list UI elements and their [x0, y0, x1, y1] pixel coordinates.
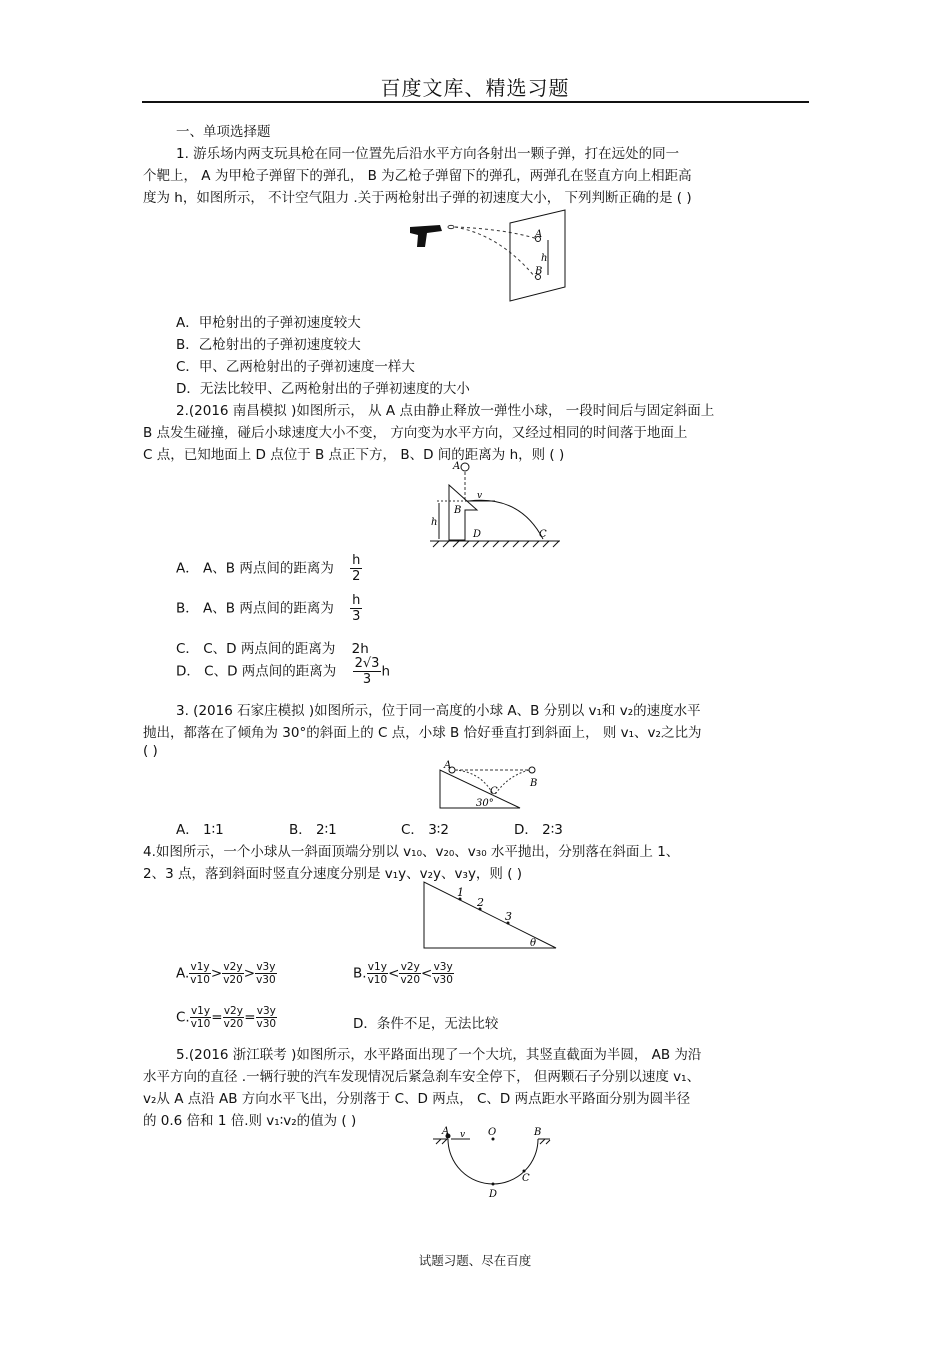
q1-option-d: D．无法比较甲、乙两枪射出的子弹初速度的大小 [176, 381, 470, 397]
q2-line1: 2.(2016 南昌模拟 )如图所示， 从 A 点由静止释放一弹性小球， 一段时间后与固定斜面上 [176, 403, 715, 419]
ball-b [529, 767, 535, 773]
q4-option-d: D．条件不足，无法比较 [353, 1016, 499, 1032]
trajectory-b [455, 227, 535, 277]
q1-line2: 个靶上， A 为甲枪子弹留下的弹孔， B 为乙枪子弹留下的弹孔，两弹孔在竖直方向上相距高 [143, 168, 692, 184]
incline [424, 882, 556, 948]
q2-option-b: B． A、B 两点间的距离为 $\frac{h}{3}$ [176, 593, 361, 624]
q3-line2: 抛出，都落在了倾角为 30°的斜面上的 C 点，小球 B 恰好垂直打到斜面上， 则 v₁、v₂之比为 [143, 725, 702, 741]
label-c: C [490, 786, 498, 797]
q3-line1: 3. (2016 石家庄模拟 )如图所示，位于同一高度的小球 A、B 分别以 v₁和 v₂的速度水平 [176, 703, 701, 719]
q3-option-d: D． 2∶3 [514, 822, 563, 838]
q4-figure [418, 878, 563, 953]
q4-option-a: A. $\frac{v1y}{v10}$ > $\frac{v2y}{v20}$ > $\frac{v3y}{v30}$ [176, 961, 276, 986]
label-d: D [473, 529, 482, 540]
q2-figure [425, 455, 565, 550]
label-d: D [489, 1189, 498, 1200]
q5-line2: 水平方向的直径 .一辆行驶的汽车发现情况后紧急刹车安全停下， 但两颗石子分别以速度 v₁、 [143, 1069, 701, 1085]
q4-line1: 4.如图所示，一个小球从一斜面顶端分别以 v₁₀、v₂₀、v₃₀ 水平抛出，分别落在斜面上 1、 [143, 844, 680, 860]
q1-line3: 度为 h，如图所示， 不计空气阻力 .关于两枪射出子弹的初速度大小， 下列判断正确的是 ( ) [143, 190, 692, 206]
q3-line3: ( ) [143, 743, 158, 759]
page-footer: 试题习题、尽在百度 [418, 1253, 532, 1268]
gun-icon [410, 225, 442, 247]
page-title: 百度文库、精选习题 [380, 76, 570, 100]
header-rule [142, 101, 809, 103]
q2-option-c: C． C、D 两点间的距离为 2h [176, 641, 369, 657]
q5-figure [428, 1125, 553, 1203]
q5-line4: 的 0.6 倍和 1 倍.则 v₁∶v₂的值为 ( ) [143, 1113, 357, 1129]
label-a: A [442, 1126, 450, 1137]
q1-figure [405, 205, 580, 305]
q2-line3: C 点，已知地面上 D 点位于 B 点正下方， B、D 间的距离为 h，则 ( ) [143, 447, 565, 463]
label-h: h [431, 517, 438, 528]
q1-line1: 1. 游乐场内两支玩具枪在同一位置先后沿水平方向各射出一颗子弹，打在远处的同一 [176, 146, 680, 162]
label-v: v [477, 491, 483, 501]
q4-option-c: C. $\frac{v1y}{v10}$ = $\frac{v2y}{v20}$ = $\frac{v3y}{v30}$ [176, 1005, 277, 1030]
label-2: 2 [477, 896, 484, 909]
label-a: A [535, 229, 543, 240]
q5-line3: v₂从 A 点沿 AB 方向水平飞出，分别落于 C、D 两点， C、D 两点距水平路面分别为圆半径 [143, 1091, 691, 1107]
label-a: A [453, 461, 461, 472]
q4-option-b: B. $\frac{v1y}{v10}$ < $\frac{v2y}{v20}$ < $\frac{v3y}{v30}$ [353, 961, 453, 986]
q1-option-c: C．甲、乙两枪射出的子弹初速度一样大 [176, 359, 415, 375]
label-v: v [460, 1130, 466, 1140]
label-c: C [539, 529, 547, 540]
label-o: O [488, 1127, 497, 1138]
label-b: B [535, 266, 543, 277]
label-h: h [541, 253, 548, 264]
label-3: 3 [505, 910, 512, 923]
q2-option-a: A． A、B 两点间的距离为 $\frac{h}{2}$ [176, 553, 361, 584]
label-angle: 30° [476, 798, 494, 809]
label-theta: θ [530, 938, 537, 949]
label-1: 1 [457, 886, 464, 899]
q3-option-c: C． 3∶2 [401, 822, 449, 838]
q4-line2: 2、3 点，落到斜面时竖直分速度分别是 v₁y、v₂y、v₃y，则 ( ) [143, 866, 523, 882]
ball-a [461, 463, 469, 471]
q3-option-a: A． 1∶1 [176, 822, 224, 838]
label-b: B [534, 1127, 542, 1138]
q2-option-d: D． C、D 两点间的距离为 $\frac{2√3}{3}$ h [176, 656, 390, 687]
label-b: B [454, 505, 462, 516]
bullet [448, 225, 454, 228]
q5-line1: 5.(2016 浙江联考 )如图所示，水平路面出现了一个大坑，其竖直截面为半圆， AB 为沿 [176, 1047, 702, 1063]
section-title: 一、单项选择题 [176, 124, 271, 140]
q2-line2: B 点发生碰撞，碰后小球速度大小不变， 方向变为水平方向，又经过相同的时间落于地面上 [143, 425, 688, 441]
label-a: A [444, 760, 452, 771]
trajectory-a [455, 227, 538, 239]
label-c: C [522, 1173, 530, 1184]
q1-option-a: A．甲枪射出的子弹初速度较大 [176, 315, 361, 331]
target-board [510, 210, 565, 301]
label-b: B [530, 778, 538, 789]
q1-option-b: B．乙枪射出的子弹初速度较大 [176, 337, 361, 353]
q3-figure [432, 758, 557, 813]
q3-option-b: B． 2∶1 [289, 822, 337, 838]
